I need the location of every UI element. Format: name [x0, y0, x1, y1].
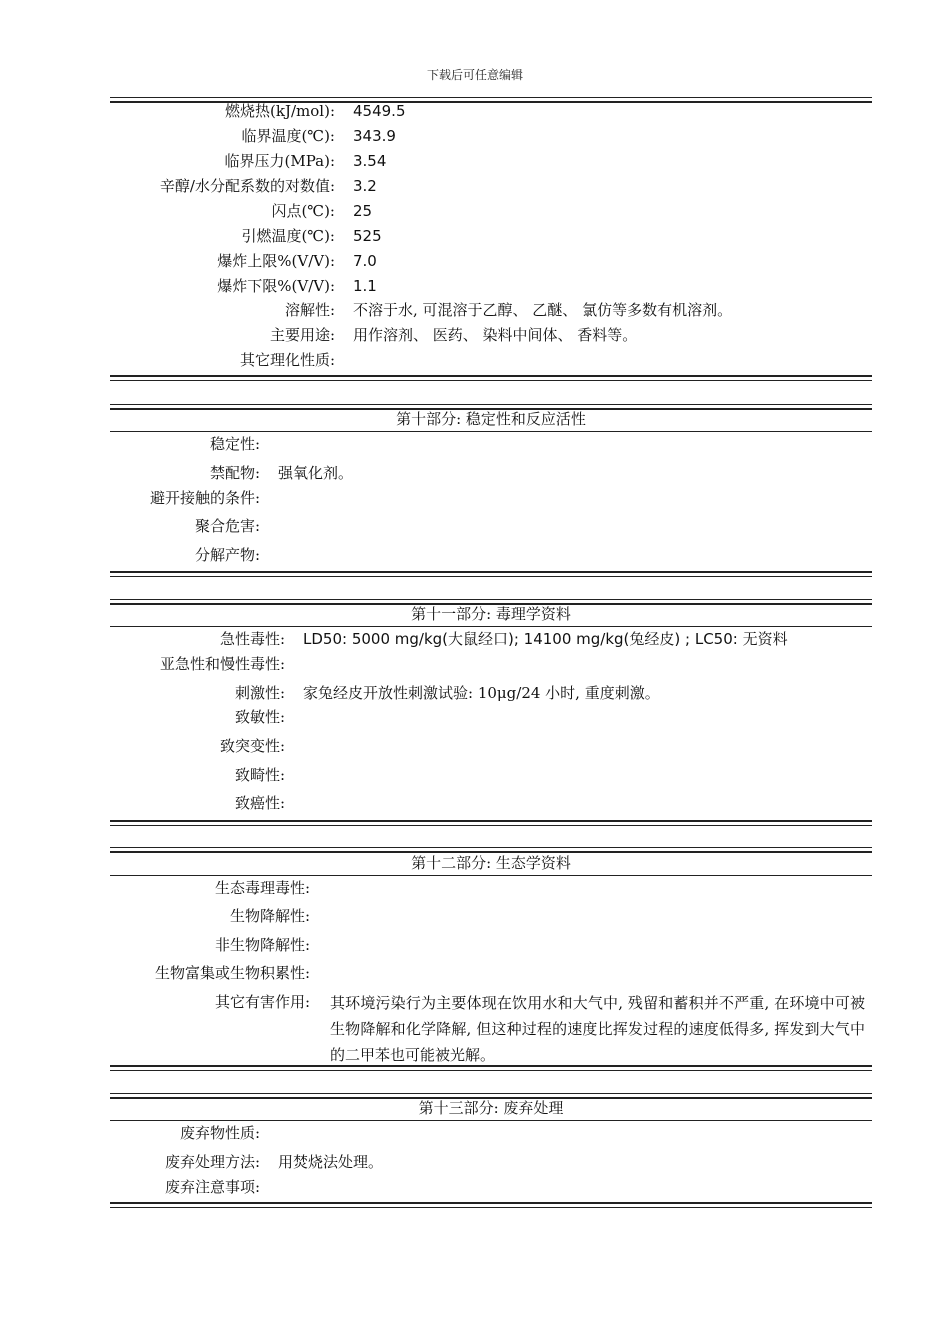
- property-value: 强氧化剂。: [278, 464, 354, 482]
- property-row: [0, 990, 310, 1015]
- property-label: 致畸性:: [234, 766, 285, 784]
- property-value: LD50: 5000 mg/kg(大鼠经口); 14100 mg/kg(兔经皮) ; LC50: 无资料: [303, 630, 788, 648]
- property-row: [0, 904, 310, 929]
- property-label: 刺激性:: [234, 684, 285, 702]
- property-label: 禁配物:: [209, 464, 260, 482]
- property-row: [0, 274, 335, 299]
- property-label: 致突变性:: [219, 737, 285, 755]
- property-row: [0, 174, 335, 199]
- section12-bottom-rule: [110, 1065, 872, 1071]
- section11-bottom-rule: [110, 820, 872, 826]
- section13-title: 第十三部分: 废弃处理: [418, 1099, 564, 1117]
- property-row: [0, 224, 335, 249]
- property-label: 爆炸上限%(V/V):: [217, 252, 335, 270]
- property-label: 闪点(℃):: [271, 202, 335, 220]
- property-row: [0, 734, 285, 759]
- section11-title: 第十一部分: 毒理学资料: [411, 605, 571, 623]
- header-note: 下载后可任意编辑: [426, 68, 523, 82]
- property-value: 用作溶剂、 医药、 染料中间体、 香料等。: [353, 326, 638, 344]
- property-label: 稳定性:: [209, 435, 260, 453]
- property-row: [0, 99, 335, 124]
- property-row: [0, 791, 285, 816]
- property-row: [0, 652, 285, 677]
- property-label: 临界温度(℃):: [241, 127, 335, 145]
- property-label: 辛醇/水分配系数的对数值:: [159, 177, 335, 195]
- property-label: 临界压力(MPa):: [224, 152, 335, 170]
- property-value: 525: [353, 227, 382, 245]
- property-value: 25: [353, 202, 373, 220]
- property-row: [0, 876, 310, 901]
- property-row: [0, 763, 285, 788]
- property-label: 聚合危害:: [194, 517, 260, 535]
- property-label: 生态毒理毒性:: [214, 879, 310, 897]
- property-value-paragraph: 其环境污染行为主要体现在饮用水和大气中, 残留和蓄积并不严重, 在环境中可被生物降解和化学降解, 但这种过程的速度比挥发过程的速度低得多, 挥发到大气中的二甲苯也可能被光解。: [330, 994, 865, 1064]
- section9-bottom-rule: [110, 375, 872, 381]
- property-label: 生物降解性:: [229, 907, 310, 925]
- property-row: [0, 432, 260, 457]
- section10-title: 第十部分: 稳定性和反应活性: [396, 410, 586, 428]
- section13-bottom-rule: [110, 1202, 872, 1208]
- property-row: [0, 249, 335, 274]
- property-label: 燃烧热(kJ/mol):: [225, 102, 335, 120]
- property-label: 非生物降解性:: [214, 936, 310, 954]
- property-value: 家兔经皮开放性刺激试验: 10μg/24 小时, 重度刺激。: [303, 684, 660, 702]
- property-value: 不溶于水, 可混溶于乙醇、 乙醚、 氯仿等多数有机溶剂。: [353, 301, 733, 319]
- property-row: [0, 199, 335, 224]
- property-label: 致癌性:: [234, 794, 285, 812]
- property-row: [0, 298, 335, 323]
- property-label: 其它理化性质:: [239, 351, 335, 369]
- property-row: [0, 514, 260, 539]
- property-label: 爆炸下限%(V/V):: [217, 277, 335, 295]
- property-row: [0, 705, 285, 730]
- section12-title: 第十二部分: 生态学资料: [411, 854, 571, 872]
- property-label: 主要用途:: [269, 326, 335, 344]
- section10-bottom-rule: [110, 571, 872, 577]
- property-label: 引燃温度(℃):: [241, 227, 335, 245]
- property-row: [0, 1121, 260, 1146]
- property-row: [0, 486, 260, 511]
- property-row: [0, 933, 310, 958]
- property-row: [0, 627, 285, 652]
- property-label: 致敏性:: [234, 708, 285, 726]
- property-label: 废弃注意事项:: [164, 1178, 260, 1196]
- property-label: 其它有害作用:: [214, 993, 310, 1011]
- property-label: 废弃处理方法:: [164, 1153, 260, 1171]
- property-row: [0, 149, 335, 174]
- property-row: [0, 961, 310, 986]
- property-row: [0, 681, 285, 706]
- property-label: 溶解性:: [284, 301, 335, 319]
- property-label: 分解产物:: [194, 546, 260, 564]
- property-row: [0, 1150, 260, 1175]
- property-value: 1.1: [353, 277, 377, 295]
- property-label: 避开接触的条件:: [149, 489, 260, 507]
- property-value: 用焚烧法处理。: [278, 1153, 384, 1171]
- property-value: 7.0: [353, 252, 377, 270]
- property-row: [0, 543, 260, 568]
- property-label: 亚急性和慢性毒性:: [159, 655, 285, 673]
- property-label: 废弃物性质:: [179, 1124, 260, 1142]
- property-row: [0, 1175, 260, 1200]
- property-value: 4549.5: [353, 102, 406, 120]
- property-value: 3.2: [353, 177, 377, 195]
- property-row: [0, 461, 260, 486]
- property-row: [0, 348, 335, 373]
- property-value: 3.54: [353, 152, 387, 170]
- property-row: [0, 323, 335, 348]
- property-value: 343.9: [353, 127, 396, 145]
- property-label: 生物富集或生物积累性:: [154, 964, 310, 982]
- property-label: 急性毒性:: [219, 630, 285, 648]
- property-row: [0, 124, 335, 149]
